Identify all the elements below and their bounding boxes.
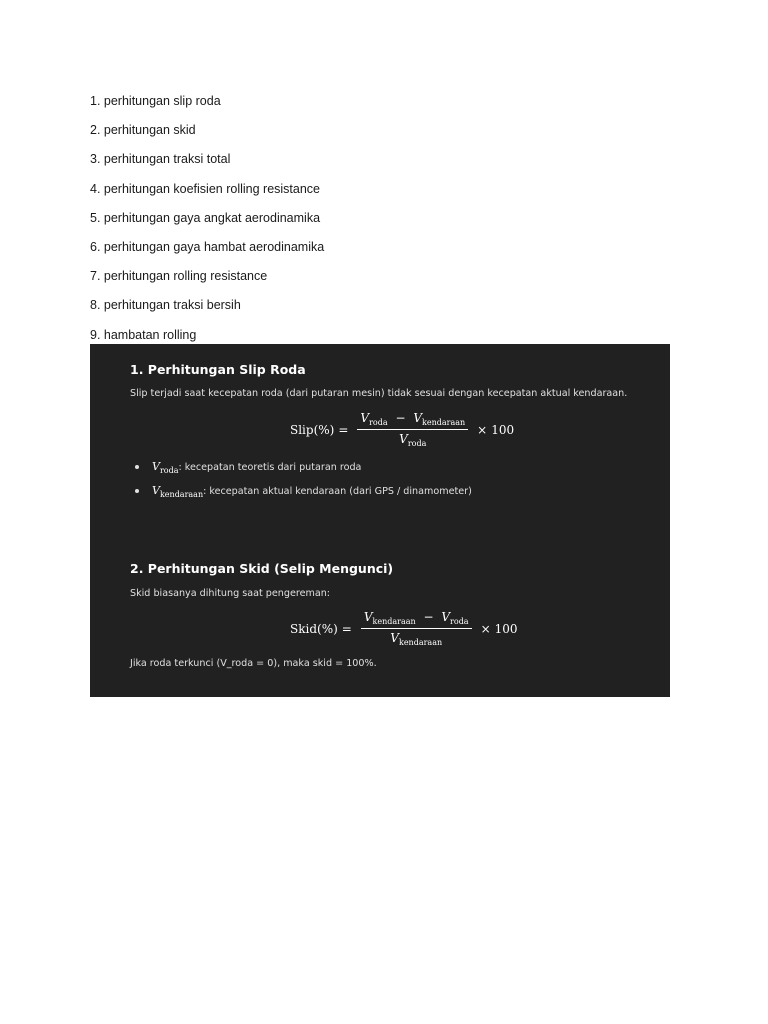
list-item: 1. perhitungan slip roda (90, 94, 221, 108)
list-item: 5. perhitungan gaya angkat aerodinamika (90, 210, 321, 225)
section-2-title: 2. Perhitungan Skid (Selip Mengunci) (130, 561, 394, 576)
list-item: 4. perhitungan koefisien rolling resistance (90, 181, 320, 196)
bullet-icon (135, 489, 139, 493)
formula-fraction (357, 411, 468, 448)
formula-denominator (390, 629, 442, 647)
slip-formula (290, 411, 514, 448)
formula-denominator (399, 430, 426, 448)
var-v: V (399, 432, 408, 446)
var-v: V (152, 484, 160, 497)
var-subscript: roda (159, 466, 179, 475)
list-item: 8. perhitungan traksi bersih (90, 298, 241, 313)
var-subscript: kendaraan (422, 418, 466, 427)
formula-minus: − (423, 610, 434, 624)
formula-equals: = (338, 422, 349, 437)
skid-formula (290, 610, 518, 647)
formula-lhs: Slip(%) (290, 422, 335, 437)
math-variable (152, 460, 178, 473)
section-2-note: Jika roda terkunci (V_roda = 0), maka skid = 100%. (130, 658, 377, 669)
formula-minus: − (395, 411, 406, 425)
var-subscript: roda (407, 439, 427, 448)
formula-numerator (357, 411, 468, 430)
list-item: 3. perhitungan traksi total (90, 152, 231, 167)
formula-times: × (477, 422, 488, 437)
list-item: 9. hambatan rolling (90, 327, 197, 342)
formula-factor: 100 (491, 422, 515, 437)
formula-times: × (480, 621, 491, 636)
formula-equals: = (341, 621, 352, 636)
section-1-description: Slip terjadi saat kecepatan roda (dari putaran mesin) tidak sesuai dengan kecepatan aktual kendaraan. (130, 388, 628, 399)
formula-fraction (361, 610, 472, 647)
list-item: 2. perhitungan skid (90, 123, 196, 138)
bullet-icon (135, 465, 139, 469)
var-v: V (363, 610, 373, 624)
bullet-text: : kecepatan teoretis dari putaran roda (178, 462, 362, 473)
formula-lhs: Skid(%) (290, 621, 338, 636)
section-1-title: 1. Perhitungan Slip Roda (130, 362, 306, 377)
math-variable (152, 484, 203, 497)
var-v: V (360, 411, 370, 425)
formula-numerator (361, 610, 472, 629)
embedded-screenshot (90, 344, 670, 697)
list-item (130, 483, 472, 507)
list-item: 6. perhitungan gaya hambat aerodinamika (90, 239, 325, 254)
var-v: V (441, 610, 451, 624)
list-item (130, 459, 472, 483)
var-subscript: roda (369, 418, 388, 427)
list-item: 7. perhitungan rolling resistance (90, 269, 268, 284)
var-subscript: kendaraan (398, 638, 443, 647)
var-subscript: roda (450, 617, 469, 626)
bullet-text: : kecepatan aktual kendaraan (dari GPS / dinamometer) (203, 486, 472, 497)
formula-factor: 100 (494, 621, 518, 636)
var-v: V (390, 631, 399, 645)
var-v: V (152, 460, 160, 473)
topic-list (90, 94, 324, 357)
variable-definitions (130, 459, 472, 507)
var-v: V (413, 411, 422, 425)
section-2-description: Skid biasanya dihitung saat pengereman: (130, 588, 331, 599)
var-subscript: kendaraan (372, 617, 416, 626)
var-subscript: kendaraan (159, 490, 204, 499)
